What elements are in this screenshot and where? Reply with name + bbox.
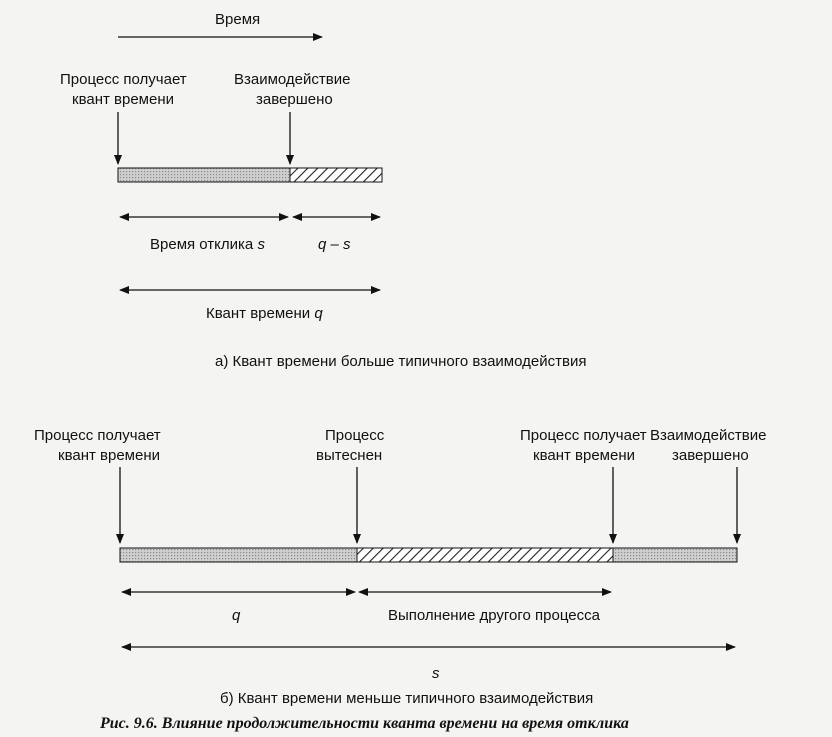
time-label: Время — [215, 11, 261, 28]
interaction-done-label-2: завершено — [256, 91, 333, 108]
interaction-done-b-label: Взаимодействие — [650, 427, 767, 444]
diagram-b — [34, 427, 766, 707]
interaction-done-b-label-2: завершено — [672, 447, 749, 464]
diagram-a — [60, 11, 586, 370]
b-second-execution-bar — [613, 548, 737, 562]
process-gets-quantum-b-label: Процесс получает — [34, 427, 161, 444]
execution-bar — [118, 168, 290, 182]
quantum-label: Квант времени q — [206, 305, 323, 322]
q-minus-s-label: q – s — [318, 236, 351, 253]
process-preempted-label: Процесс — [325, 427, 385, 444]
process-gets-quantum-label-2: квант времени — [72, 91, 174, 108]
process-gets-quantum-again-label: Процесс получает — [520, 427, 647, 444]
process-gets-quantum-b-label-2: квант времени — [58, 447, 160, 464]
b-q-label: q — [232, 607, 241, 624]
figure-caption: Рис. 9.6. Влияние продолжительности кванта времени на время отклика — [100, 715, 629, 732]
caption-b: б) Квант времени меньше типичного взаимодействия — [220, 690, 594, 707]
caption-a: а) Квант времени больше типичного взаимодействия — [215, 353, 587, 370]
process-gets-quantum-again-label-2: квант времени — [533, 447, 635, 464]
b-s-label: s — [432, 665, 440, 682]
process-gets-quantum-label: Процесс получает — [60, 71, 187, 88]
b-other-process-label: Выполнение другого процесса — [388, 607, 600, 624]
interaction-done-label: Взаимодействие — [234, 71, 351, 88]
b-other-process-bar — [357, 548, 613, 562]
process-preempted-label-2: вытеснен — [316, 447, 383, 464]
b-first-execution-bar — [120, 548, 357, 562]
response-time-label: Время отклика s — [150, 236, 265, 253]
idle-remainder-bar — [290, 168, 382, 182]
